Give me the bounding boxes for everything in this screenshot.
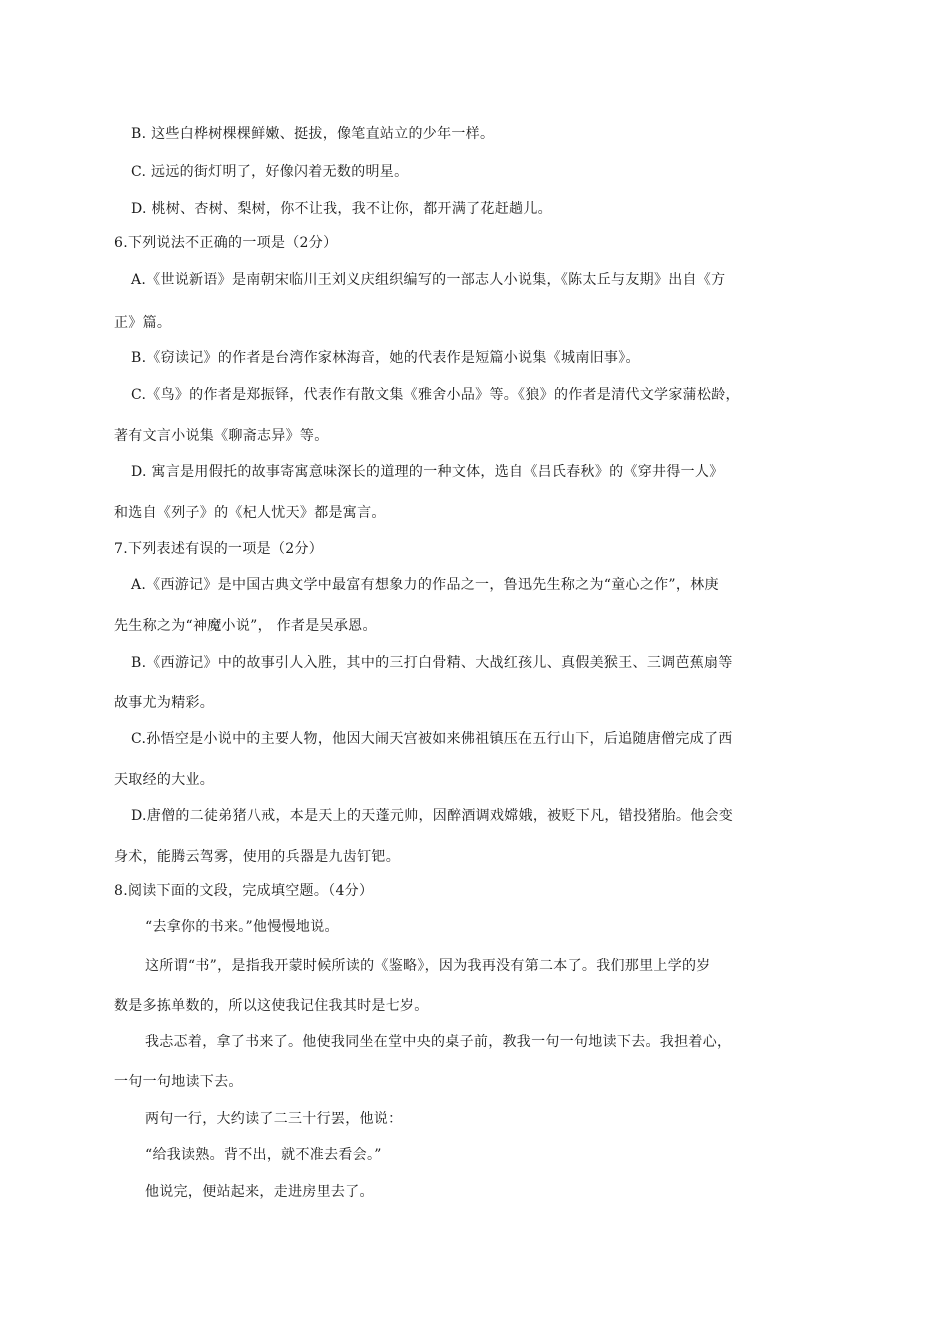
q7-option-a-line2: 先生称之为“神魔小说”， 作者是吴承恩。 bbox=[114, 618, 377, 634]
q6-option-c-line2: 著有文言小说集《聊斋志异》等。 bbox=[114, 428, 329, 444]
q7-option-d-line1: D.唐僧的二徒弟猪八戒，本是天上的天蓬元帅，因醉酒调戏嫦娥，被贬下凡，错投猪胎。他会变 bbox=[131, 808, 734, 824]
q7-option-b-line2: 故事尤为精彩。 bbox=[114, 695, 215, 711]
q6-option-d-line1: D. 寓言是用假托的故事寄寓意味深长的道理的一种文体，选自《吕氏春秋》的《穿井得一人》 bbox=[131, 464, 724, 480]
q8-paragraph-2-line1: 这所谓“书”，是指我开蒙时候所读的《鉴略》，因为我再没有第二本了。我们那里上学的岁 bbox=[145, 958, 711, 974]
q7-option-c-line1: C.孙悟空是小说中的主要人物，他因大闹天宫被如来佛祖镇压在五行山下，后追随唐僧完成了西 bbox=[131, 731, 733, 747]
q7-stem: 7.下列表述有误的一项是（2分） bbox=[114, 541, 324, 557]
q5-option-b: B. 这些白桦树棵棵鲜嫩、挺拔，像笔直站立的少年一样。 bbox=[131, 126, 495, 142]
q8-paragraph-6: 他说完，便站起来，走进房里去了。 bbox=[145, 1184, 374, 1200]
q7-option-a-line1: A.《西游记》是中国古典文学中最富有想象力的作品之一，鲁迅先生称之为“童心之作”，林庚 bbox=[131, 577, 719, 593]
q8-paragraph-3-line1: 我忐忑着，拿了书来了。他使我同坐在堂中央的桌子前，教我一句一句地读下去。我担着心， bbox=[145, 1034, 732, 1050]
q6-option-d-line2: 和选自《列子》的《杞人忧天》都是寓言。 bbox=[114, 505, 386, 521]
q8-paragraph-3-line2: 一句一句地读下去。 bbox=[114, 1074, 243, 1090]
q5-option-c: C. 远远的街灯明了，好像闪着无数的明星。 bbox=[131, 164, 409, 180]
q7-option-b-line1: B.《西游记》中的故事引人入胜，其中的三打白骨精、大战红孩儿、真假美猴王、三调芭蕉扇等 bbox=[131, 655, 733, 671]
q8-paragraph-5: “给我读熟。背不出，就不准去看会。” bbox=[145, 1147, 382, 1163]
q5-option-d: D. 桃树、杏树、梨树，你不让我，我不让你，都开满了花赶趟儿。 bbox=[131, 201, 552, 217]
q7-option-c-line2: 天取经的大业。 bbox=[114, 772, 215, 788]
q6-option-c-line1: C.《鸟》的作者是郑振铎，代表作有散文集《雅舍小品》等。《狼》的作者是清代文学家蒲松龄， bbox=[131, 387, 740, 403]
q6-option-a-line2: 正》篇。 bbox=[114, 315, 172, 331]
q8-paragraph-1: “去拿你的书来。”他慢慢地说。 bbox=[145, 919, 339, 935]
q8-stem: 8.阅读下面的文段，完成填空题。（4分） bbox=[114, 883, 374, 899]
q7-option-d-line2: 身术，能腾云驾雾，使用的兵器是九齿钉钯。 bbox=[114, 849, 400, 865]
q8-paragraph-4: 两句一行，大约读了二三十行罢，他说： bbox=[145, 1111, 403, 1127]
q8-paragraph-2-line2: 数是多拣单数的，所以这使我记住我其时是七岁。 bbox=[114, 998, 429, 1014]
q6-option-a-line1: A.《世说新语》是南朝宋临川王刘义庆组织编写的一部志人小说集，《陈太丘与友期》出自《方 bbox=[131, 272, 726, 288]
q6-option-b: B.《窃读记》的作者是台湾作家林海音，她的代表作是短篇小说集《城南旧事》。 bbox=[131, 350, 640, 366]
q6-stem: 6.下列说法不正确的一项是（2分） bbox=[114, 235, 338, 251]
